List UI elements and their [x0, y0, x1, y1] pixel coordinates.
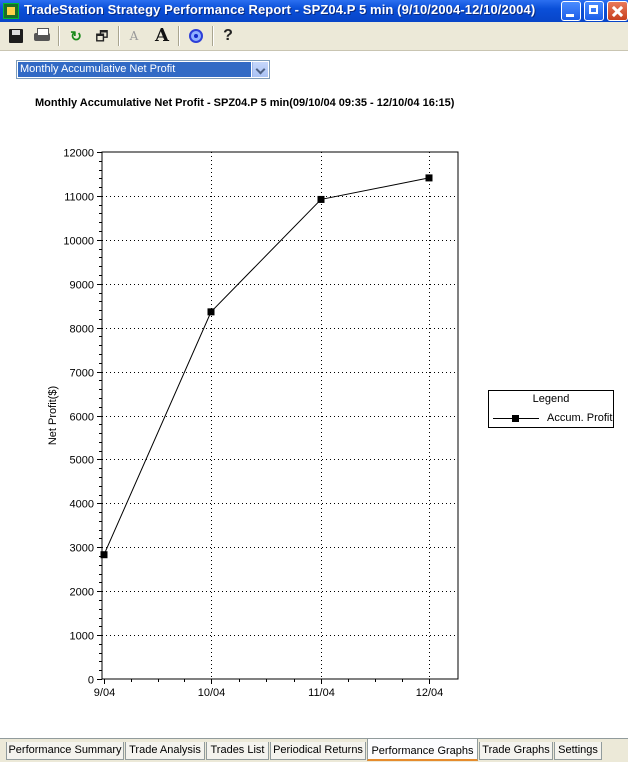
- tab-trade-graphs[interactable]: Trade Graphs: [479, 742, 553, 760]
- data-point-marker: [208, 308, 215, 315]
- print-icon[interactable]: [32, 26, 52, 46]
- toolbar-separator: [58, 26, 60, 46]
- app-icon: [3, 3, 19, 19]
- plot-area: [102, 152, 458, 679]
- y-tick-label: 11000: [64, 191, 94, 204]
- maximize-button[interactable]: [584, 1, 604, 21]
- decrease-font-icon[interactable]: A: [129, 29, 139, 43]
- y-tick-label: 2000: [69, 586, 94, 599]
- tab-trades-list[interactable]: Trades List: [206, 742, 269, 760]
- data-point-marker: [318, 196, 325, 203]
- x-tick-label: 11/04: [308, 687, 335, 699]
- tab-settings[interactable]: Settings: [554, 742, 602, 760]
- minimize-button[interactable]: [561, 1, 581, 21]
- y-tick-label: 4000: [69, 498, 94, 511]
- toolbar-separator: [212, 26, 214, 46]
- y-tick-label: 7000: [69, 367, 94, 380]
- y-tick-label: 10000: [63, 235, 94, 248]
- x-tick-label: 10/04: [197, 687, 226, 699]
- properties-icon[interactable]: 🗗: [95, 28, 109, 44]
- x-tick-label: 9/04: [93, 687, 116, 699]
- chart-legend: [488, 390, 614, 428]
- report-type-value: Monthly Accumulative Net Profit: [18, 62, 251, 77]
- tab-performance-summary[interactable]: Performance Summary: [6, 742, 124, 760]
- tab-trade-analysis[interactable]: Trade Analysis: [125, 742, 205, 760]
- legend-entry-label: Accum. Profit: [547, 412, 613, 424]
- toolbar-separator: [118, 26, 120, 46]
- data-point-marker: [101, 551, 108, 558]
- save-icon[interactable]: [6, 26, 26, 46]
- report-type-select[interactable]: [16, 60, 270, 79]
- y-tick-label: 0: [87, 674, 94, 687]
- y-tick-label: 9000: [69, 279, 94, 292]
- legend-title: Legend: [532, 393, 570, 405]
- close-button[interactable]: [607, 1, 628, 21]
- y-tick-label: 12000: [63, 147, 94, 160]
- help-icon[interactable]: ?: [223, 27, 233, 44]
- increase-font-icon[interactable]: A: [155, 25, 169, 46]
- refresh-icon[interactable]: ↻: [70, 28, 82, 44]
- data-point-marker: [426, 174, 433, 181]
- tab-periodical-returns[interactable]: Periodical Returns: [270, 742, 366, 760]
- chevron-down-icon[interactable]: [252, 62, 268, 77]
- toolbar-separator: [178, 26, 180, 46]
- x-tick-label: 12/04: [415, 687, 444, 699]
- target-icon[interactable]: [186, 26, 206, 46]
- y-tick-label: 3000: [69, 542, 94, 555]
- report-tabs: [0, 738, 628, 762]
- y-tick-label: 8000: [69, 323, 94, 336]
- y-axis-label: Net Profit($): [47, 385, 59, 446]
- chart-title: Monthly Accumulative Net Profit - SPZ04.P 5 min(09/10/04 09:35 - 12/10/04 16:15): [35, 97, 455, 109]
- y-tick-label: 6000: [69, 411, 94, 424]
- window-title: TradeStation Strategy Performance Report - SPZ04.P 5 min (9/10/2004-12/10/2004): [24, 2, 536, 17]
- tab-performance-graphs[interactable]: Performance Graphs: [367, 739, 478, 761]
- title-bar: [0, 0, 628, 22]
- legend-marker-swatch: [512, 415, 519, 422]
- y-tick-label: 5000: [69, 454, 94, 467]
- y-tick-label: 1000: [69, 630, 94, 643]
- toolbar: [0, 22, 628, 51]
